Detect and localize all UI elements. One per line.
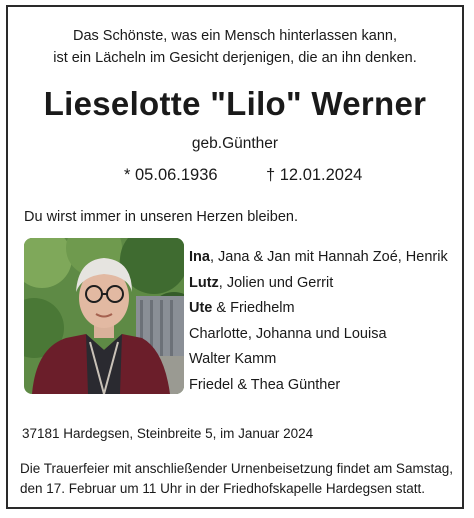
mourner-line: Friedel & Thea Günther [189,376,341,393]
service-line: den 17. Februar um 11 Uhr in der Friedhofskapelle Hardegsen statt. [20,481,425,496]
mourner-line: Charlotte, Johanna und Louisa [189,325,387,342]
funeral-service-notice [20,459,453,499]
mourner-line: Ina, Jana & Jan mit Hannah Zoé, Henrik [189,249,448,265]
farewell-line: Du wirst immer in unseren Herzen bleiben. [24,209,298,225]
death-date: † 12.01.2024 [266,166,363,184]
mourner-line: Ute & Friedhelm [189,300,295,316]
mourners-list [189,247,448,400]
deceased-name: Lieselotte "Lilo" Werner [43,85,427,122]
memorial-quote [8,25,462,69]
birth-name: geb.Günther [191,135,279,152]
mourner-line: Walter Kamm [189,351,277,367]
service-line: Die Trauerfeier mit anschließender Urnenbeisetzung findet am Samstag, [20,461,453,476]
birth-date: * 05.06.1936 [124,166,218,184]
quote-line: Das Schönste, was ein Mensch hinterlassen kann, [72,28,397,44]
location-date: 37181 Hardegsen, Steinbreite 5, im Januar 2024 [22,426,314,441]
mourner-line: Lutz, Jolien und Gerrit [189,274,334,291]
obituary-card [6,5,464,509]
portrait-photo [24,238,184,394]
quote-line: ist ein Lächeln im Gesicht derjenigen, die an ihn denken. [53,50,417,66]
